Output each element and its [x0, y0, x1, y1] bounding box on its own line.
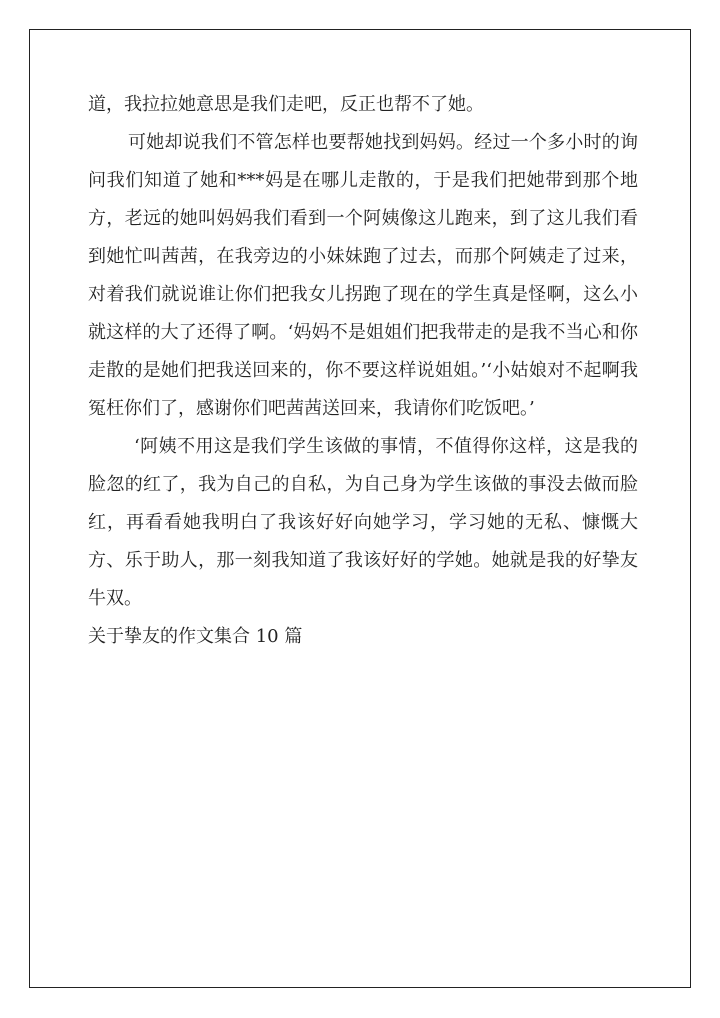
paragraph-2: 可她却说我们不管怎样也要帮她找到妈妈。经过一个多小时的询问我们知道了她和***妈是在哪儿走散的，于是我们把她带到那个地方，老远的她叫妈妈我们看到一个阿姨像这儿跑来，到了这儿我们看到她忙叫茜茜，在我旁边的小妹妹跑了过去，而那个阿姨走了过来，对着我们就说谁让你们把我女儿拐跑了现在的学生真是怪啊，这么小就这样的大了还得了啊。‘妈妈不是姐姐们把我带走的是我不当心和你走散的是她们把我送回来的，你不要这样说姐姐。’‘小姑娘对不起啊我冤枉你们了，感谢你们吧茜茜送回来，我请你们吃饭吧。’ — [88, 132, 638, 419]
paragraph-1: 道，我拉拉她意思是我们走吧，反正也帮不了她。 — [88, 94, 484, 115]
next-article-title: 关于挚友的作文集合 10 篇 — [88, 626, 303, 647]
document-page — [29, 29, 691, 988]
paragraph-3: ‘阿姨不用这是我们学生该做的事情，不值得你这样，这是我的脸忽的红了，我为自己的自私，为自己身为学生该做的事没去做而脸红，再看看她我明白了我该好好向她学习，学习她的无私、慷慨大方、乐于助人，那一刻我知道了我该好好的学她。她就是我的好挚友牛双。 — [88, 436, 638, 609]
document-body — [88, 86, 638, 656]
